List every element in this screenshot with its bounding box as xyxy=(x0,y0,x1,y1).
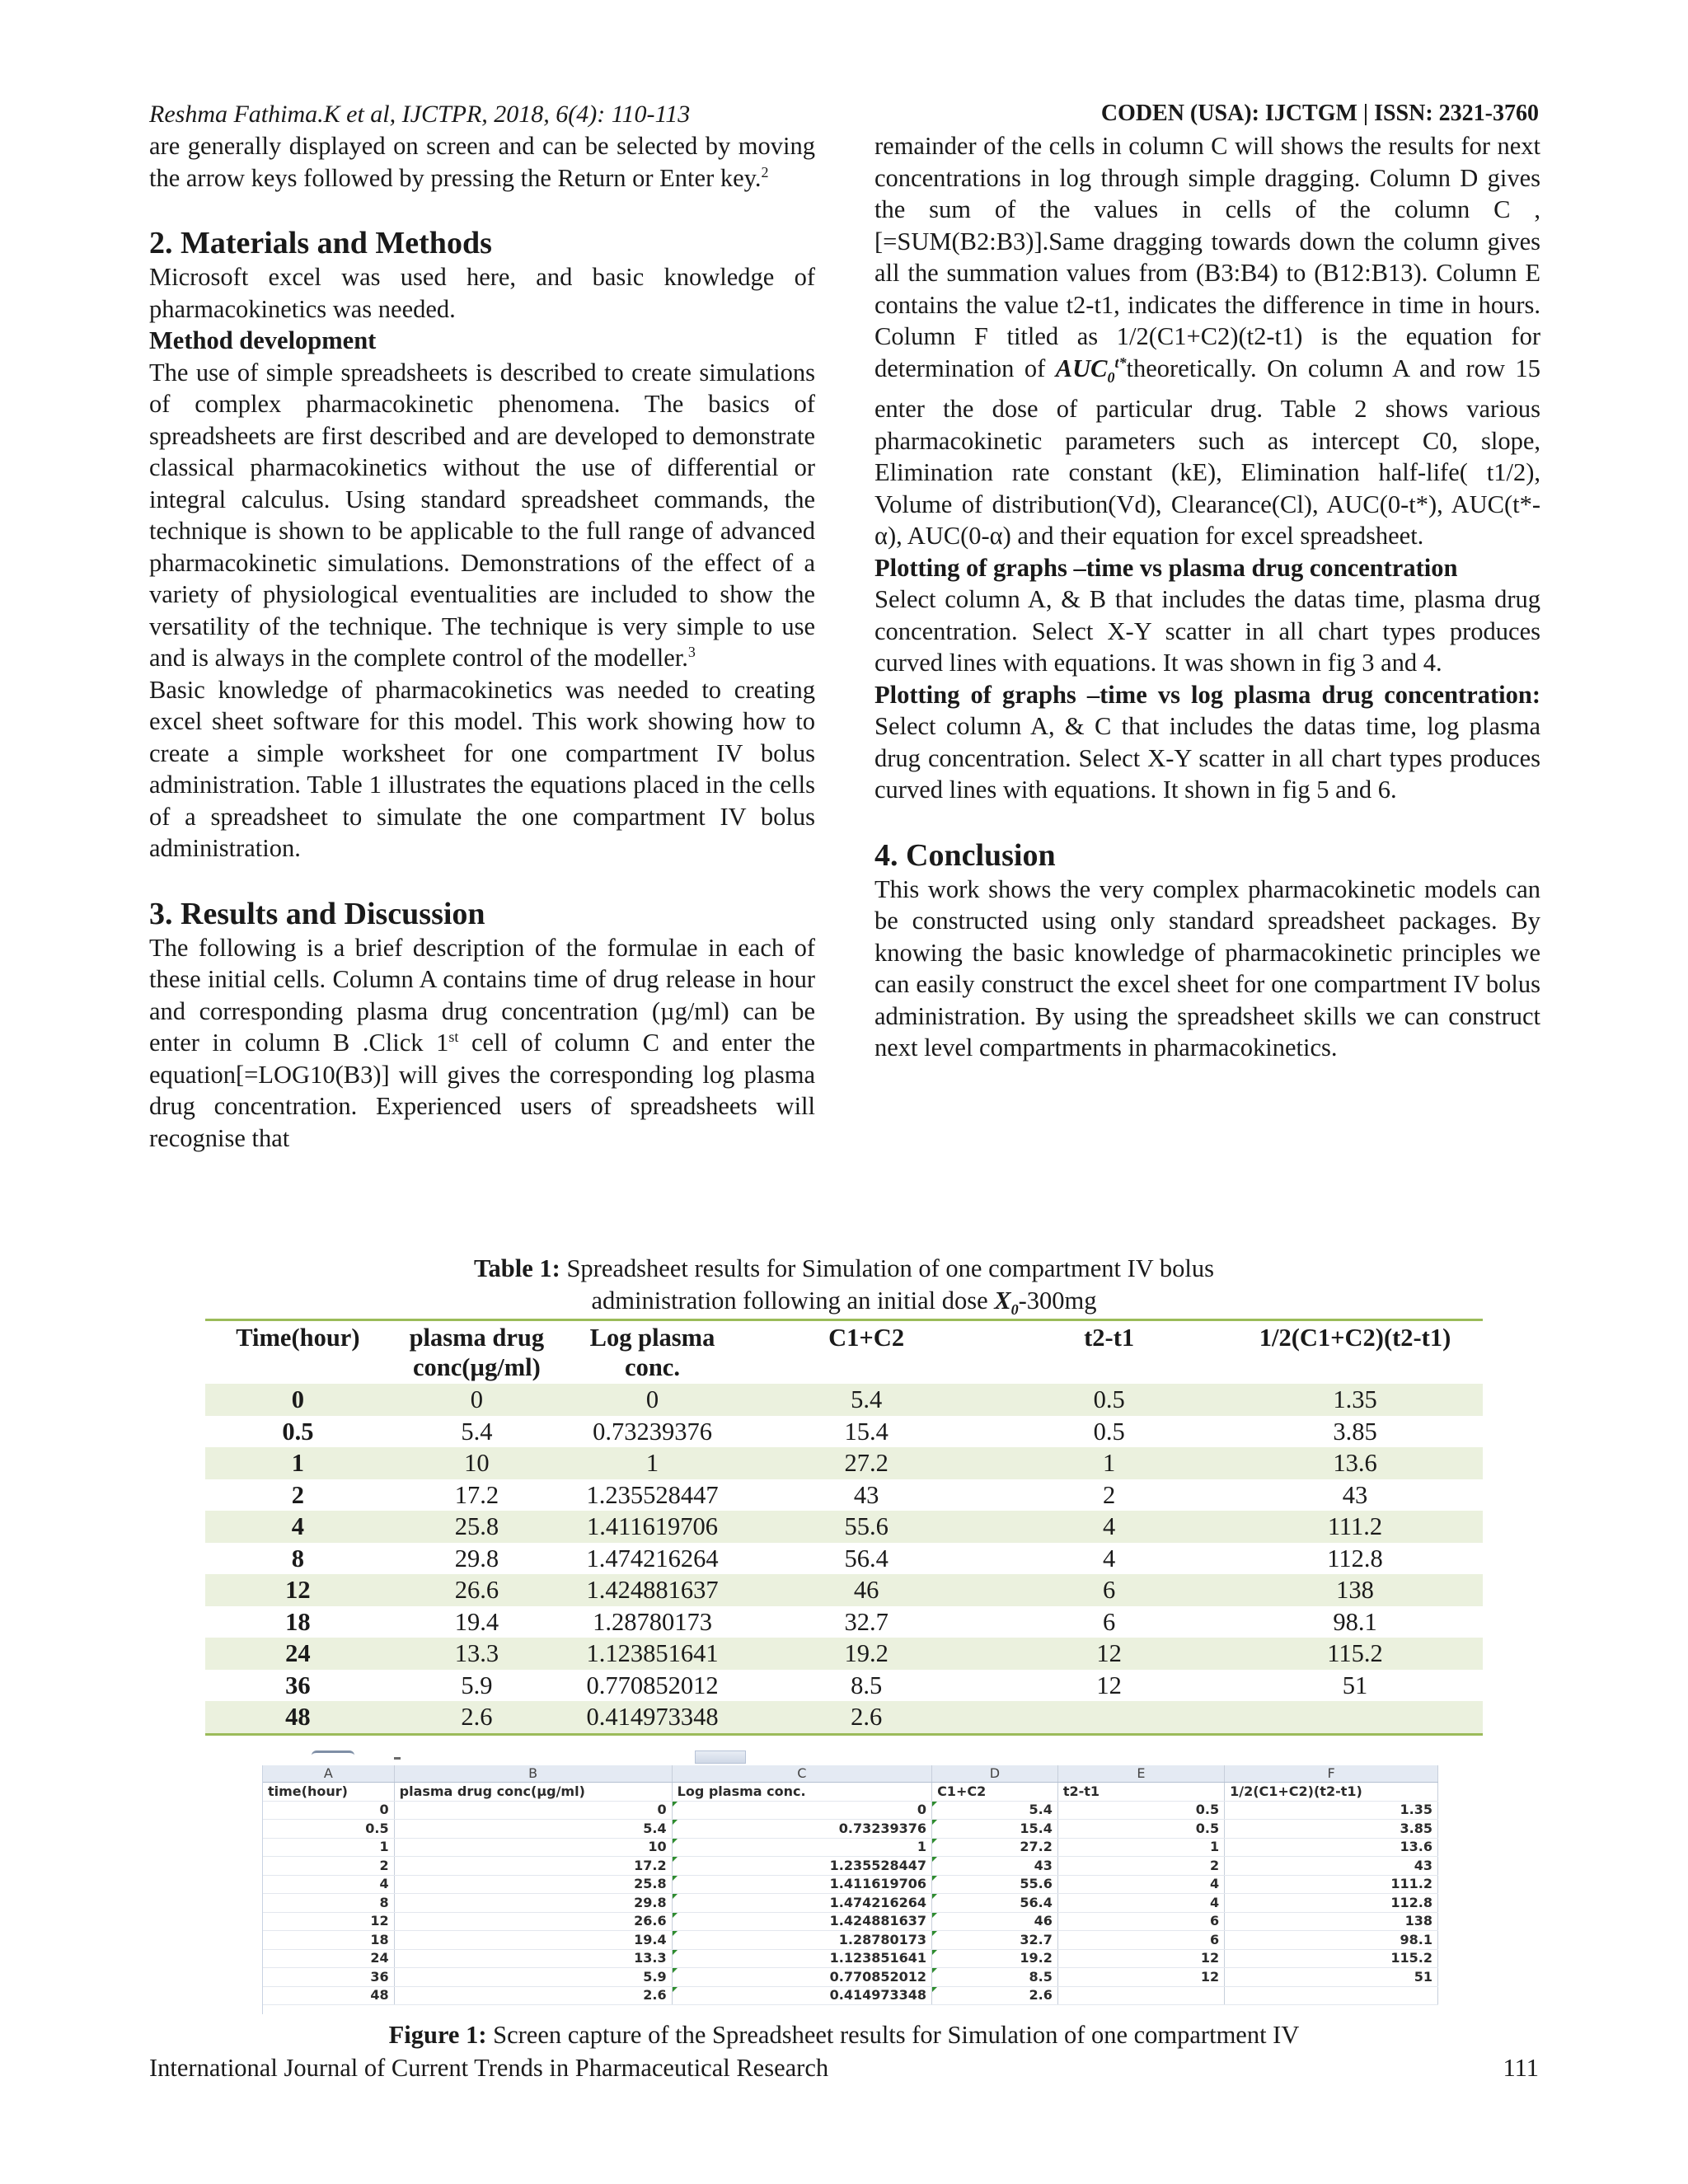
ordinal-sup: st xyxy=(448,1028,459,1045)
sheet-header-cell: t2-t1 xyxy=(1057,1783,1224,1802)
spreadsheet-cell[interactable]: 4 xyxy=(1057,1875,1224,1894)
table-cell: 4 xyxy=(991,1511,1227,1543)
table-cell: 51 xyxy=(1342,1671,1368,1699)
table-cell: 12 xyxy=(991,1638,1227,1670)
right-column xyxy=(874,130,1540,1064)
table-row xyxy=(205,1670,1483,1702)
spreadsheet-grid xyxy=(263,1765,1438,2005)
col-header-time: Time(hour) xyxy=(205,1320,391,1385)
spreadsheet-cell[interactable]: 4 xyxy=(1057,1894,1224,1913)
spreadsheet-cell[interactable]: 0.5 xyxy=(263,1820,394,1839)
spreadsheet-cell[interactable]: 0.770852012 xyxy=(672,1968,931,1987)
spreadsheet-cell[interactable]: 2.6 xyxy=(932,1986,1058,2005)
table-cell: 1 xyxy=(991,1447,1227,1479)
spreadsheet-cell[interactable]: 98.1 xyxy=(1225,1931,1438,1950)
spreadsheet-cell[interactable]: 55.6 xyxy=(932,1875,1058,1894)
spreadsheet-cell[interactable]: 138 xyxy=(1225,1912,1438,1931)
table-cell: 0.5 xyxy=(282,1417,314,1446)
spreadsheet-cell[interactable]: 2.6 xyxy=(394,1986,672,2005)
table-cell: 12 xyxy=(205,1574,391,1606)
col-header-c1c2: C1+C2 xyxy=(742,1320,991,1385)
results-table xyxy=(205,1319,1483,1736)
table-cell: 0.73239376 xyxy=(593,1417,712,1446)
method-development-heading: Method development xyxy=(149,326,377,354)
spreadsheet-cell[interactable] xyxy=(1225,1986,1438,2005)
spreadsheet-row xyxy=(263,1968,1438,1987)
table-cell: 0.5 xyxy=(991,1384,1227,1416)
spreadsheet-cell[interactable]: 1 xyxy=(263,1838,394,1857)
spreadsheet-cell[interactable]: 15.4 xyxy=(932,1820,1058,1839)
spreadsheet-cell[interactable]: 25.8 xyxy=(394,1875,672,1894)
table-cell: 10 xyxy=(391,1447,563,1479)
table-cell: 8.5 xyxy=(851,1671,883,1699)
spreadsheet-cell[interactable]: 43 xyxy=(932,1857,1058,1876)
table-cell: 26.6 xyxy=(391,1574,563,1606)
table-row xyxy=(205,1447,1483,1479)
sheet-header-cell: C1+C2 xyxy=(932,1783,1058,1802)
table-cell: 6 xyxy=(1103,1607,1116,1636)
table-cell: 6 xyxy=(991,1574,1227,1606)
table-cell: 0.414973348 xyxy=(563,1701,742,1734)
auc-symbol: $AUC_0^{t*}$ xyxy=(1055,354,1127,386)
spreadsheet-cell[interactable]: 8 xyxy=(263,1894,394,1913)
table-cell: 1.123851641 xyxy=(563,1638,742,1670)
spreadsheet-cell[interactable]: 1.235528447 xyxy=(672,1857,931,1876)
spreadsheet-screenshot xyxy=(262,1765,1438,2014)
table-cell: 138 xyxy=(1227,1574,1483,1606)
sheet-header-cell: Log plasma conc. xyxy=(672,1783,931,1802)
spreadsheet-cell[interactable]: 5.9 xyxy=(394,1968,672,1987)
name-box-fragment xyxy=(312,1750,354,1761)
table-row xyxy=(205,1701,1483,1734)
table-cell: 48 xyxy=(205,1701,391,1734)
table-cell: 1.424881637 xyxy=(563,1574,742,1606)
table-cell: 12 xyxy=(1096,1671,1122,1699)
table-cell xyxy=(991,1701,1227,1734)
footer-page-number: 111 xyxy=(1503,2054,1539,2082)
expand-formula-bar-icon xyxy=(695,1750,746,1764)
sheet-header-cell: plasma drug conc(µg/ml) xyxy=(394,1783,672,1802)
materials-paragraph: Microsoft excel was used here, and basic knowledge of pharmacokinetics was needed. xyxy=(149,263,815,323)
table-cell: 17.2 xyxy=(454,1480,499,1509)
table-cell: 2 xyxy=(1103,1480,1116,1509)
spreadsheet-cell[interactable]: 13.3 xyxy=(394,1949,672,1968)
spreadsheet-row xyxy=(263,1875,1438,1894)
table-cell: 0.770852012 xyxy=(586,1671,719,1699)
plot2-paragraph: Plotting of graphs –time vs log plasma drug concentration: Select column A, & C that includes the datas time, log plasma drug concentration. Select X-Y scatter in all chart types produces curved lines with equations. It shown in fig 5 and 6. xyxy=(874,680,1540,804)
plot1-paragraph: Select column A, & B that includes the datas time, plasma drug concentration. Select X-Y scatter in all chart types produces curved lines with equations. It was shown in fig 3 and 4. xyxy=(874,585,1540,677)
spreadsheet-cell[interactable]: 2 xyxy=(263,1857,394,1876)
table-cell: 111.2 xyxy=(1227,1511,1483,1543)
spreadsheet-cell[interactable]: 1.474216264 xyxy=(672,1894,931,1913)
spreadsheet-cell[interactable]: 1.411619706 xyxy=(672,1875,931,1894)
method-development-paragraph-2: Basic knowledge of pharmacokinetics was needed to creating excel sheet software for this model. This work showing how to create a simple worksheet for one compartment IV bolus administration. Table 1 illustrates the equations placed in the cells of a spreadsheet to simulate the one compartment IV bolus administration. xyxy=(149,675,815,862)
table-cell: 24 xyxy=(205,1638,391,1670)
spreadsheet-cell[interactable]: 1.424881637 xyxy=(672,1912,931,1931)
spreadsheet-row xyxy=(263,1986,1438,2005)
table-cell: 1.474216264 xyxy=(586,1544,719,1572)
spreadsheet-cell[interactable]: 12 xyxy=(1057,1968,1224,1987)
plot1-heading: Plotting of graphs –time vs plasma drug concentration xyxy=(874,553,1458,582)
spreadsheet-cell[interactable]: 0.5 xyxy=(1057,1801,1224,1820)
spreadsheet-header-row xyxy=(263,1783,1438,1802)
spreadsheet-cell[interactable]: 48 xyxy=(263,1986,394,2005)
table-cell: 43 xyxy=(1342,1480,1368,1509)
spreadsheet-cell[interactable]: 12 xyxy=(263,1912,394,1931)
dose-symbol: $X_0$ xyxy=(994,1286,1019,1319)
table-cell: 32.7 xyxy=(844,1607,889,1636)
table-cell: 0 xyxy=(205,1384,391,1416)
spreadsheet-cell[interactable]: 56.4 xyxy=(932,1894,1058,1913)
spreadsheet-cell[interactable]: 0 xyxy=(394,1801,672,1820)
sheet-header-cell: time(hour) xyxy=(263,1783,394,1802)
spreadsheet-cell[interactable]: 0.73239376 xyxy=(672,1820,931,1839)
table-row xyxy=(205,1606,1483,1638)
table-cell: 55.6 xyxy=(742,1511,991,1543)
left-column xyxy=(149,130,815,1154)
spreadsheet-cell[interactable]: 32.7 xyxy=(932,1931,1058,1950)
table-cell: 1.411619706 xyxy=(563,1511,742,1543)
table-cell: 5.4 xyxy=(461,1417,493,1446)
table-cell: 1 xyxy=(563,1447,742,1479)
spreadsheet-cell[interactable]: 112.8 xyxy=(1225,1894,1438,1913)
conclusion-paragraph: This work shows the very complex pharmacokinetic models can be constructed using only standard spreadsheet packages. By knowing the basic knowledge of pharmacokinetic principles we can easily construct the excel sheet for one compartment IV bolus administration. By using the spreadsheet skills we can construct next level compartments in pharmacokinetics. xyxy=(874,874,1540,1062)
spreadsheet-cell[interactable]: 46 xyxy=(932,1912,1058,1931)
spreadsheet-cell[interactable]: 3.85 xyxy=(1225,1820,1438,1839)
table-row xyxy=(205,1543,1483,1575)
results-paragraph: The following is a brief description of the formulae in each of these initial cells. Column A contains time of drug release in hour and corresponding plasma drug concentration (µg/ml) can be enter in column B .Click 1st cell of column C and enter the equation[=LOG10(B3)] will gives the corresponding log plasma drug concentration. Experienced users of spreadsheets will recognise that xyxy=(149,933,816,1152)
table-row xyxy=(205,1384,1483,1416)
col-header-log-conc: Log plasma conc. xyxy=(563,1320,742,1385)
spreadsheet-cell[interactable]: 19.4 xyxy=(394,1931,672,1950)
col-letter: B xyxy=(394,1765,672,1783)
col-header-t2t1: t2-t1 xyxy=(991,1320,1227,1385)
column-letter-row xyxy=(263,1765,1438,1783)
table-cell: 56.4 xyxy=(844,1544,889,1572)
table1-caption: Table 1: Spreadsheet results for Simulation of one compartment IV bolus administration following an initial dose $X_0-300mg$ xyxy=(474,1254,1214,1319)
ref-sup: 3 xyxy=(687,643,696,660)
table-cell: 4 xyxy=(1103,1544,1116,1572)
table-cell: 2 xyxy=(291,1480,304,1509)
spreadsheet-cell[interactable]: 19.2 xyxy=(932,1949,1058,1968)
table-cell: 19.4 xyxy=(454,1607,499,1636)
spreadsheet-cell[interactable]: 43 xyxy=(1225,1857,1438,1876)
table-cell: 1.28780173 xyxy=(593,1607,712,1636)
spreadsheet-cell[interactable] xyxy=(1057,1986,1224,2005)
spreadsheet-cell[interactable]: 26.6 xyxy=(394,1912,672,1931)
results-table-header-row xyxy=(205,1320,1483,1385)
spreadsheet-cell[interactable]: 1.35 xyxy=(1225,1801,1438,1820)
spreadsheet-cell[interactable]: 0 xyxy=(263,1801,394,1820)
table-cell: 5.4 xyxy=(742,1384,991,1416)
spreadsheet-cell[interactable]: 111.2 xyxy=(1225,1875,1438,1894)
spreadsheet-row xyxy=(263,1801,1438,1820)
table-row xyxy=(205,1479,1483,1511)
table-cell: 43 xyxy=(853,1480,879,1509)
table-row xyxy=(205,1416,1483,1448)
plot2-heading: Plotting of graphs –time vs log plasma drug concentration: xyxy=(874,680,1540,709)
table-cell: 1.235528447 xyxy=(586,1480,719,1509)
spreadsheet-cell[interactable]: 1.28780173 xyxy=(672,1931,931,1950)
table-cell: 1 xyxy=(205,1447,391,1479)
table-cell: 8 xyxy=(291,1544,304,1572)
spreadsheet-row xyxy=(263,1931,1438,1950)
spreadsheet-cell[interactable]: 1 xyxy=(672,1838,931,1857)
spreadsheet-cell[interactable]: 1 xyxy=(1057,1838,1224,1857)
spreadsheet-cell[interactable]: 5.4 xyxy=(394,1820,672,1839)
table-row xyxy=(205,1511,1483,1543)
figure1-caption: Figure 1: Screen capture of the Spreadsheet results for Simulation of one compartment IV xyxy=(388,2021,1300,2049)
spreadsheet-cell[interactable]: 17.2 xyxy=(394,1857,672,1876)
spreadsheet-row xyxy=(263,1857,1438,1876)
spreadsheet-cell[interactable]: 29.8 xyxy=(394,1894,672,1913)
table-cell: 36 xyxy=(285,1671,311,1699)
table-cell: 0 xyxy=(391,1384,563,1416)
spreadsheet-cell[interactable]: 8.5 xyxy=(932,1968,1058,1987)
spreadsheet-cell[interactable]: 6 xyxy=(1057,1931,1224,1950)
spreadsheet-cell[interactable]: 6 xyxy=(1057,1912,1224,1931)
table-row xyxy=(205,1574,1483,1606)
col-letter: C xyxy=(672,1765,931,1783)
table-cell: 2.6 xyxy=(742,1701,991,1734)
method-development-paragraph-1: The use of simple spreadsheets is described to create simulations of complex pharmacokinetic phenomena. The basics of spreadsheets are first described and are developed to demonstrate classical pharmacokinetics without the use of differential or integral calculus. Using standard spreadsheet commands, the technique is shown to be applicable to the full range of advanced pharmacokinetic simulations. Demonstrations of the effect of a variety of physiological eventualities are included to show the versatility of the technique. The technique is very simple to use and is always in the complete control of the modeller.$^3$ xyxy=(149,358,815,672)
col-letter: F xyxy=(1225,1765,1438,1783)
table-cell: 2.6 xyxy=(391,1701,563,1734)
table-cell: 5.9 xyxy=(461,1671,493,1699)
table-cell: 29.8 xyxy=(454,1544,499,1572)
footer-journal-name: International Journal of Current Trends in Pharmaceutical Research xyxy=(149,2054,829,2082)
col-header-plasma-conc: plasma drug conc(µg/ml) xyxy=(391,1320,563,1385)
spreadsheet-cell[interactable]: 1.123851641 xyxy=(672,1949,931,1968)
table-cell: 98.1 xyxy=(1333,1607,1377,1636)
spreadsheet-row xyxy=(263,1820,1438,1839)
spreadsheet-cell[interactable]: 27.2 xyxy=(932,1838,1058,1857)
table-cell: 115.2 xyxy=(1227,1638,1483,1670)
spreadsheet-cell[interactable]: 5.4 xyxy=(932,1801,1058,1820)
spreadsheet-cell[interactable]: 10 xyxy=(394,1838,672,1857)
section-heading-results-discussion: 3. Results and Discussion xyxy=(149,896,485,931)
running-header-coden: CODEN (USA): IJCTGM | ISSN: 2321-3760 xyxy=(1100,101,1539,126)
table-cell: 3.85 xyxy=(1333,1417,1377,1446)
spreadsheet-cell[interactable]: 0 xyxy=(672,1801,931,1820)
spreadsheet-cell[interactable]: 0.5 xyxy=(1057,1820,1224,1839)
spreadsheet-cell[interactable]: 36 xyxy=(263,1968,394,1987)
spreadsheet-cell[interactable]: 0.414973348 xyxy=(672,1986,931,2005)
table-cell xyxy=(1227,1701,1483,1734)
col-letter: D xyxy=(932,1765,1058,1783)
spreadsheet-cell[interactable]: 13.6 xyxy=(1225,1838,1438,1857)
table-cell: 1.35 xyxy=(1227,1384,1483,1416)
spreadsheet-row xyxy=(263,1949,1438,1968)
spreadsheet-cell[interactable]: 24 xyxy=(263,1949,394,1968)
spreadsheet-cell[interactable]: 51 xyxy=(1225,1968,1438,1987)
spreadsheet-cell[interactable]: 12 xyxy=(1057,1949,1224,1968)
col-letter: E xyxy=(1057,1765,1224,1783)
spreadsheet-cell[interactable]: 18 xyxy=(263,1931,394,1950)
table-cell: 19.2 xyxy=(742,1638,991,1670)
col-header-auc-segment: 1/2(C1+C2)(t2-t1) xyxy=(1227,1320,1483,1385)
running-header-citation: Reshma Fathima.K et al, IJCTPR, 2018, 6(4): 110-113 xyxy=(149,101,691,128)
section-heading-materials-methods: 2. Materials and Methods xyxy=(149,226,492,260)
table-cell: 18 xyxy=(285,1607,311,1636)
col-letter: A xyxy=(263,1765,394,1783)
table-cell: 13.6 xyxy=(1227,1447,1483,1479)
table-cell: 15.4 xyxy=(844,1417,889,1446)
spreadsheet-row xyxy=(263,1838,1438,1857)
spreadsheet-cell[interactable]: 115.2 xyxy=(1225,1949,1438,1968)
table-cell: 25.8 xyxy=(391,1511,563,1543)
spreadsheet-cell[interactable]: 4 xyxy=(263,1875,394,1894)
dropdown-arrow-icon xyxy=(394,1757,401,1760)
results-paragraph-continued: remainder of the cells in column C will shows the results for next concentrations in log through simple dragging. Column D gives the sum of the values in cells of the column C ,[=SUM(B2:B3)].Same dragging towards down the column gives all the summation values from (B3:B4) to (B12:B13). Column E contains the value t2-t1, indicates the difference in time in hours. Column F titled as 1/2(C1+C2)(t2-t1) is the equation for determination of $AUC_0^{t*}theoretically$. On column A and row 15 enter the dose of particular drug. Table 2 shows various pharmacokinetic parameters such as intercept C0, slope, Elimination rate constant (kE), Elimination half-life( t1/2), Volume of distribution(Vd), Clearance(Cl), AUC(0-t*), AUC(t*-α), AUC(0-α) and their equation for excel spreadsheet. xyxy=(874,132,1540,551)
spreadsheet-row xyxy=(263,1894,1438,1913)
table-cell: 4 xyxy=(205,1511,391,1543)
sheet-header-cell: 1/2(C1+C2)(t2-t1) xyxy=(1225,1783,1438,1802)
spreadsheet-row xyxy=(263,1912,1438,1931)
section-heading-conclusion: 4. Conclusion xyxy=(874,837,1056,873)
table-cell: 46 xyxy=(742,1574,991,1606)
table-cell: 0 xyxy=(563,1384,742,1416)
table-cell: 27.2 xyxy=(742,1447,991,1479)
table-cell: 112.8 xyxy=(1327,1544,1383,1572)
spreadsheet-ribbon-fragment xyxy=(262,1749,1437,1765)
table-cell: 13.3 xyxy=(391,1638,563,1670)
intro-continued: are generally displayed on screen and can be selected by moving the arrow keys followed by pressing the Return or Enter key.$^2$ xyxy=(149,132,815,192)
spreadsheet-cell[interactable]: 2 xyxy=(1057,1857,1224,1876)
table-row xyxy=(205,1638,1483,1670)
table-cell: 0.5 xyxy=(1093,1417,1125,1446)
ref-sup: 2 xyxy=(761,163,769,180)
